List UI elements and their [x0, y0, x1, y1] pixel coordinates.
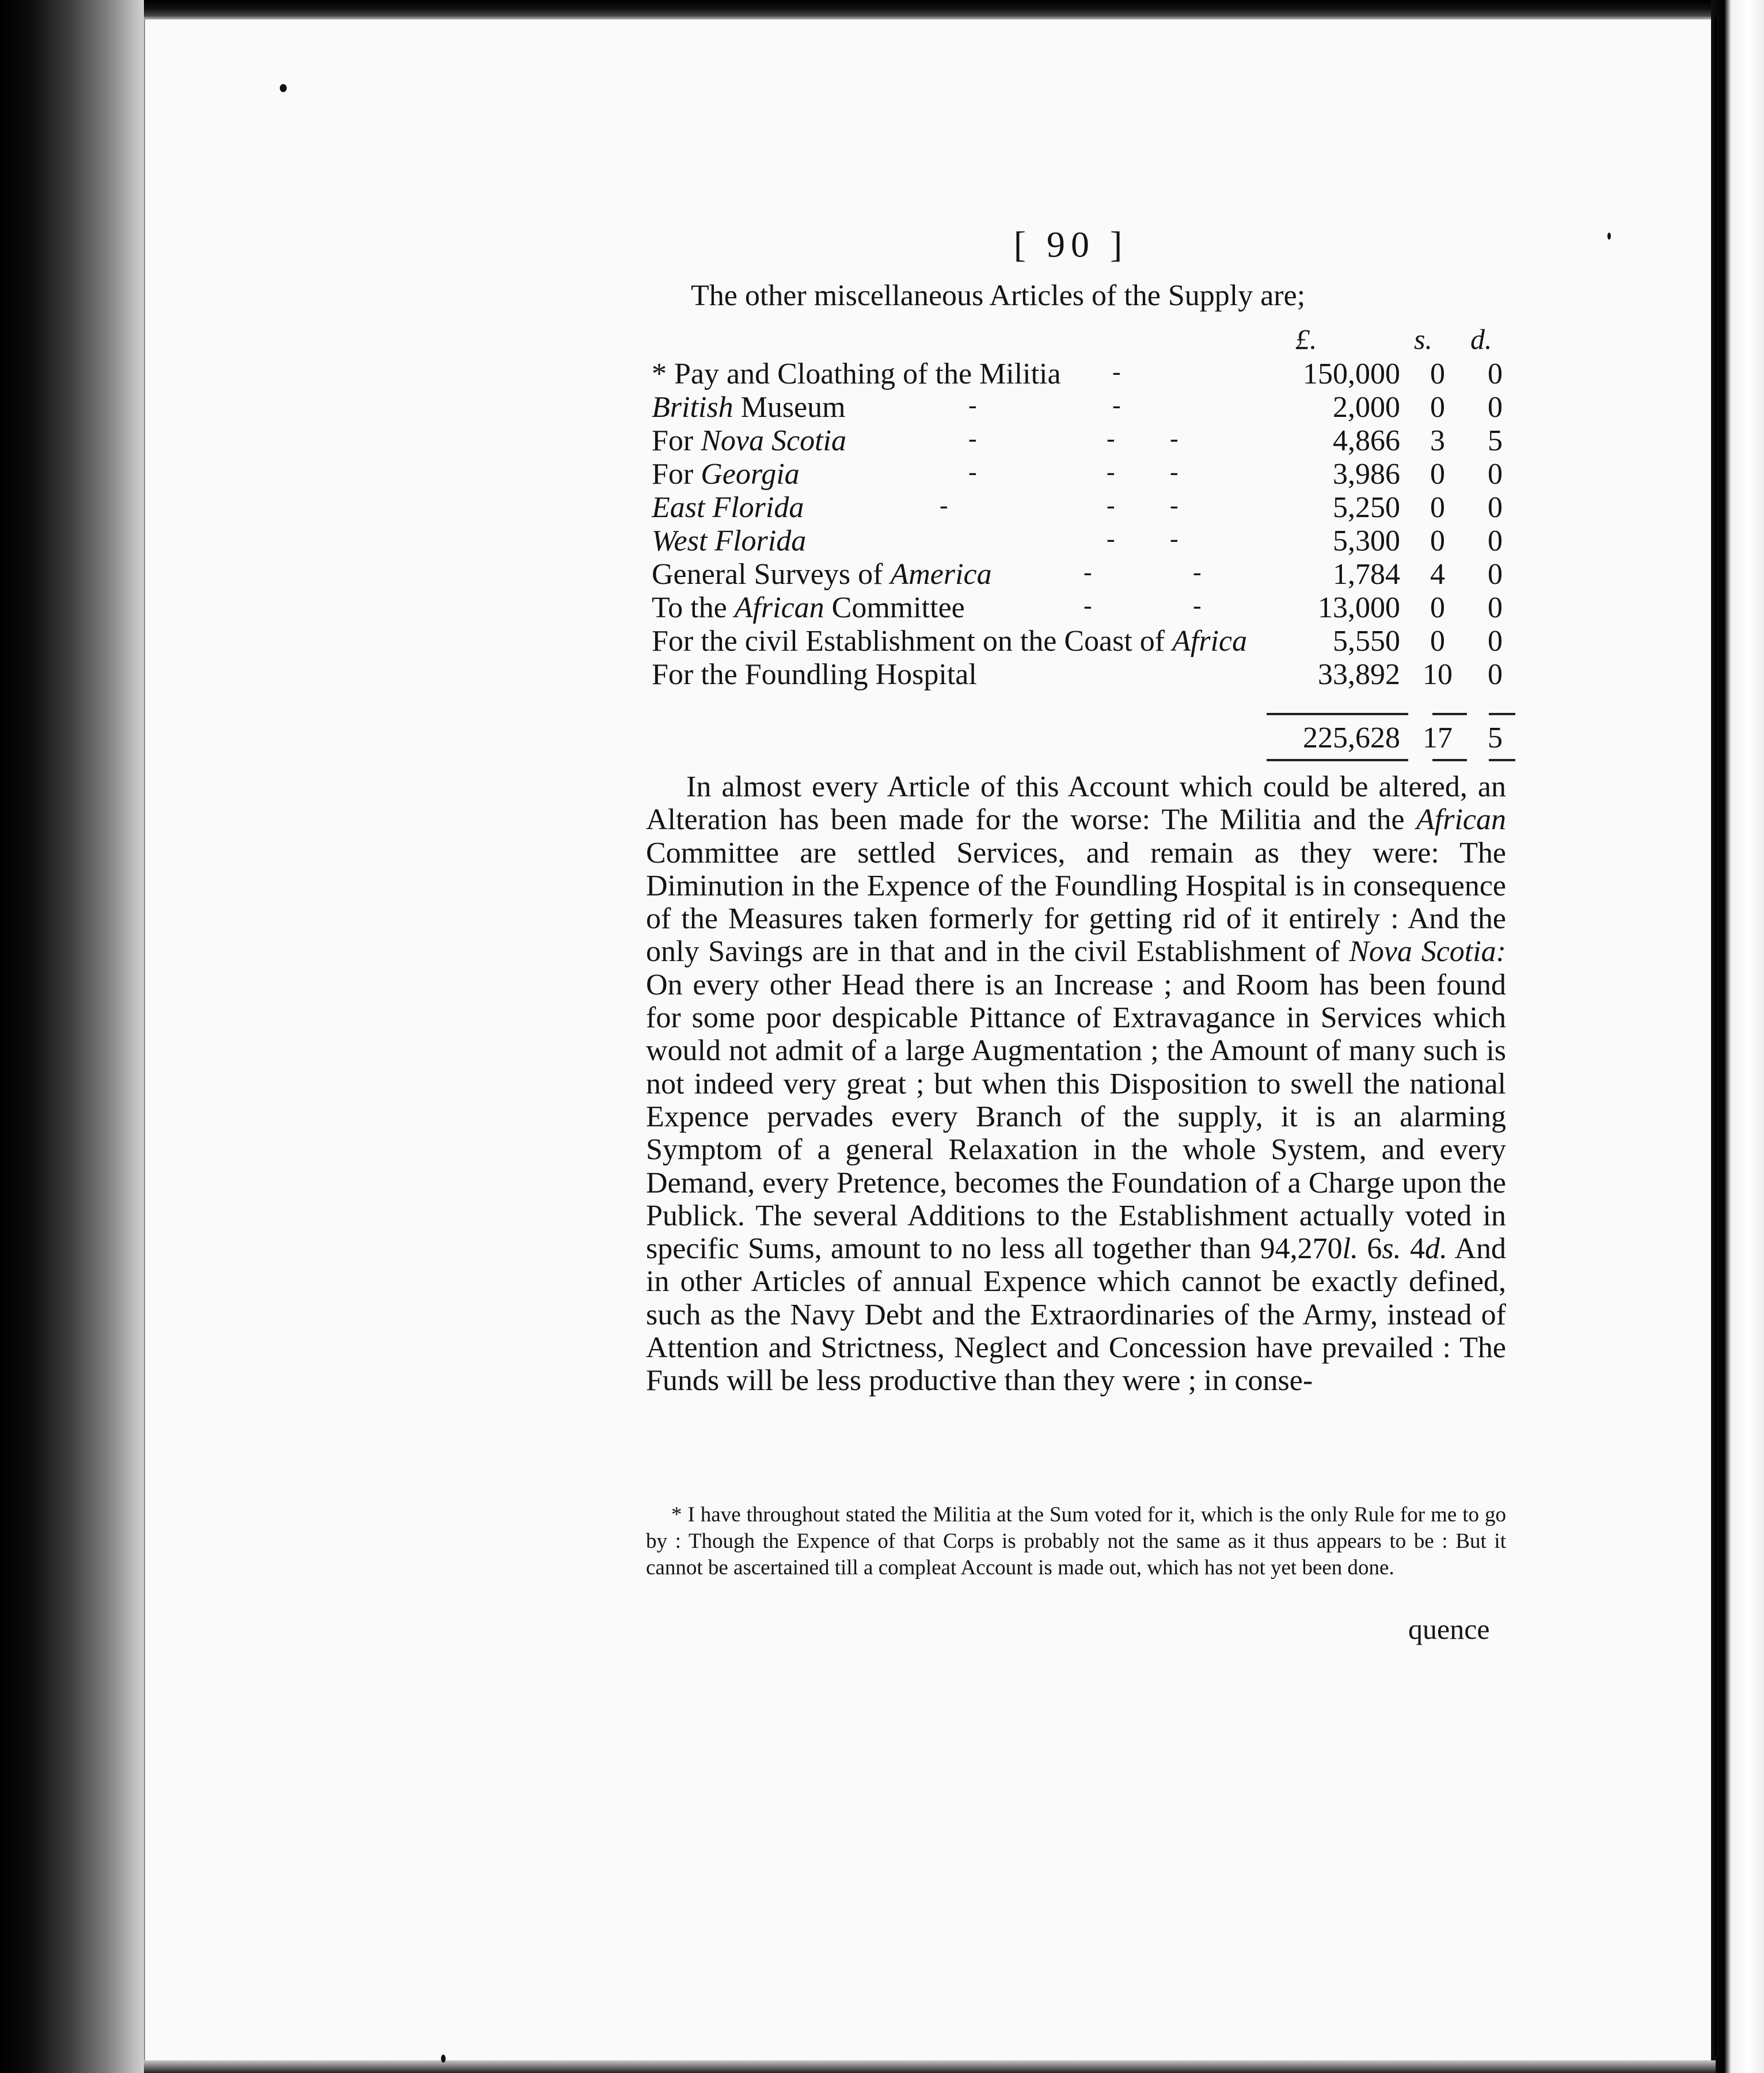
commentary-paragraph: In almost every Article of this Account which could be altered, an Alteration has been made for the worse: The Militia and the African Committee are settled Services, and remain as they were: The Diminution in the Expence of the Foundling Hospital is in consequence of the Measures taken formerly for getting rid of it entirely : And the only Savings are in that and in the civil Establishment of Nova Scotia: On every other Head there is an Increase ; and Room has been found for some poor despicable Pittance of Extravagance in Services which would not admit of a large Augmentation ; the Amount of many such is not indeed very great ; but when this Disposition to swell the national Expence pervades every Branch of the supply, it is an alarming Symptom of a general Relaxation in the whole System, and every Demand, every Pretence, becomes the Foundation of a Charge upon the Publick. The several Additions to the Establishment actually voted in specific Sums, amount to no less all together than 94,270l. 6s. 4d. And in other Articles of annual Expence which cannot be exactly defined, such as the Navy Debt and the Extraordinaries of the Army, instead of Attention and Strictness, Neglect and Concession have prevailed : The Funds will be less productive than they were ; in conse- [646, 770, 1507, 1398]
article-label: General Surveys of America [652, 558, 992, 591]
article-label: To the African Committee [652, 591, 965, 624]
intro-line: The other miscellaneous Articles of the Supply are; [691, 279, 1306, 312]
total-rule-shillings [1432, 713, 1467, 715]
article-shillings: 0 [1430, 391, 1445, 424]
article-shillings: 4 [1430, 558, 1445, 591]
article-pounds: 3,986 [1333, 458, 1400, 491]
article-label: * Pay and Cloathing of the Militia [652, 358, 1061, 390]
militia-footnote: * I have throughout stated the Militia at the Sum voted for it, which is the only Rule for me to go by : Though the Expence of that Corps is probably not the same as it thus appears to be : But it cannot be ascertained till a compleat Account is made out, which has not yet been done. [646, 1503, 1506, 1580]
article-pounds: 5,550 [1333, 625, 1400, 658]
article-pence: 0 [1488, 391, 1503, 424]
leader-dash: - [1170, 424, 1178, 453]
leader-dash: - [1170, 458, 1178, 486]
total-rule-pounds [1267, 713, 1408, 715]
ink-speck [441, 2055, 446, 2063]
article-label: East Florida [652, 491, 804, 524]
article-pence: 0 [1488, 491, 1503, 524]
article-shillings: 0 [1430, 525, 1445, 557]
page-number: [ 90 ] [1013, 224, 1128, 265]
leader-dash: - [968, 391, 977, 419]
leader-dash: - [1193, 558, 1202, 586]
ink-speck [280, 84, 287, 92]
total-pounds: 225,628 [1303, 722, 1400, 754]
table-row [652, 491, 1515, 525]
table-row [652, 658, 1515, 692]
article-shillings: 0 [1430, 358, 1445, 390]
total-underline-pence [1489, 759, 1515, 761]
table-row [652, 390, 1515, 425]
article-pence: 0 [1488, 525, 1503, 557]
article-label: For Nova Scotia [652, 424, 846, 457]
leader-dash: - [1107, 458, 1115, 486]
next-page-edge [1711, 0, 1764, 2073]
article-pounds: 5,300 [1333, 525, 1400, 557]
table-row [652, 424, 1515, 458]
article-pounds: 4,866 [1333, 424, 1400, 457]
leader-dash: - [1112, 358, 1121, 386]
leader-dash: - [1107, 525, 1115, 553]
article-shillings: 3 [1430, 424, 1445, 457]
currency-column-headers [645, 322, 1508, 357]
page-bottom-edge [144, 2060, 1716, 2073]
leader-dash: - [1170, 491, 1178, 519]
total-pence: 5 [1488, 722, 1503, 754]
leader-dash: - [1193, 591, 1202, 620]
leader-dash: - [1084, 591, 1092, 620]
article-shillings: 0 [1430, 491, 1445, 524]
total-underline-shillings [1432, 759, 1467, 761]
article-pounds: 5,250 [1333, 491, 1400, 524]
leader-dash: - [968, 424, 977, 453]
article-pence: 5 [1488, 424, 1503, 457]
table-row [652, 457, 1515, 492]
article-label: For the civil Establishment on the Coast of Africa [652, 625, 1248, 658]
scan-binding-shadow [0, 0, 150, 2073]
article-shillings: 0 [1430, 458, 1445, 491]
leader-dash: - [1107, 491, 1115, 519]
article-pounds: 1,784 [1333, 558, 1400, 591]
article-label: For Georgia [652, 458, 800, 491]
article-label: For the Foundling Hospital [652, 658, 977, 691]
article-shillings: 0 [1430, 591, 1445, 624]
article-pounds: 2,000 [1333, 391, 1400, 424]
article-pence: 0 [1488, 625, 1503, 658]
article-pence: 0 [1488, 658, 1503, 691]
table-row [652, 357, 1515, 392]
leader-dash: - [1107, 424, 1115, 453]
article-shillings: 0 [1430, 625, 1445, 658]
shillings-header: s. [1414, 323, 1432, 355]
article-shillings: 10 [1423, 658, 1453, 691]
total-underline-pounds [1267, 759, 1408, 761]
article-label: West Florida [652, 525, 807, 557]
table-row [652, 624, 1515, 659]
article-pounds: 13,000 [1318, 591, 1400, 624]
leader-dash: - [940, 491, 948, 519]
total-rule-pence [1489, 713, 1515, 715]
article-pounds: 33,892 [1318, 658, 1400, 691]
leader-dash: - [1112, 391, 1121, 419]
article-pence: 0 [1488, 358, 1503, 390]
supply-total-row [652, 721, 1515, 758]
total-shillings: 17 [1423, 722, 1453, 754]
catchword: quence [1408, 1613, 1490, 1645]
additions-sum: 94,270l. 6s. 4d. [1260, 1232, 1447, 1266]
page-gutter-line [1714, 17, 1717, 2056]
page-top-edge [144, 0, 1716, 20]
article-pounds: 150,000 [1303, 358, 1400, 390]
leader-dash: - [968, 458, 977, 486]
leader-dash: - [1084, 558, 1092, 586]
pence-header: d. [1470, 323, 1492, 355]
article-pence: 0 [1488, 558, 1503, 591]
article-pence: 0 [1488, 591, 1503, 624]
table-row [652, 524, 1515, 559]
pounds-header: £. [1295, 323, 1317, 355]
table-row [652, 591, 1515, 625]
ink-speck [1607, 233, 1611, 240]
table-row [652, 557, 1515, 592]
article-pence: 0 [1488, 458, 1503, 491]
leader-dash: - [1170, 525, 1178, 553]
article-label: British Museum [652, 391, 846, 424]
